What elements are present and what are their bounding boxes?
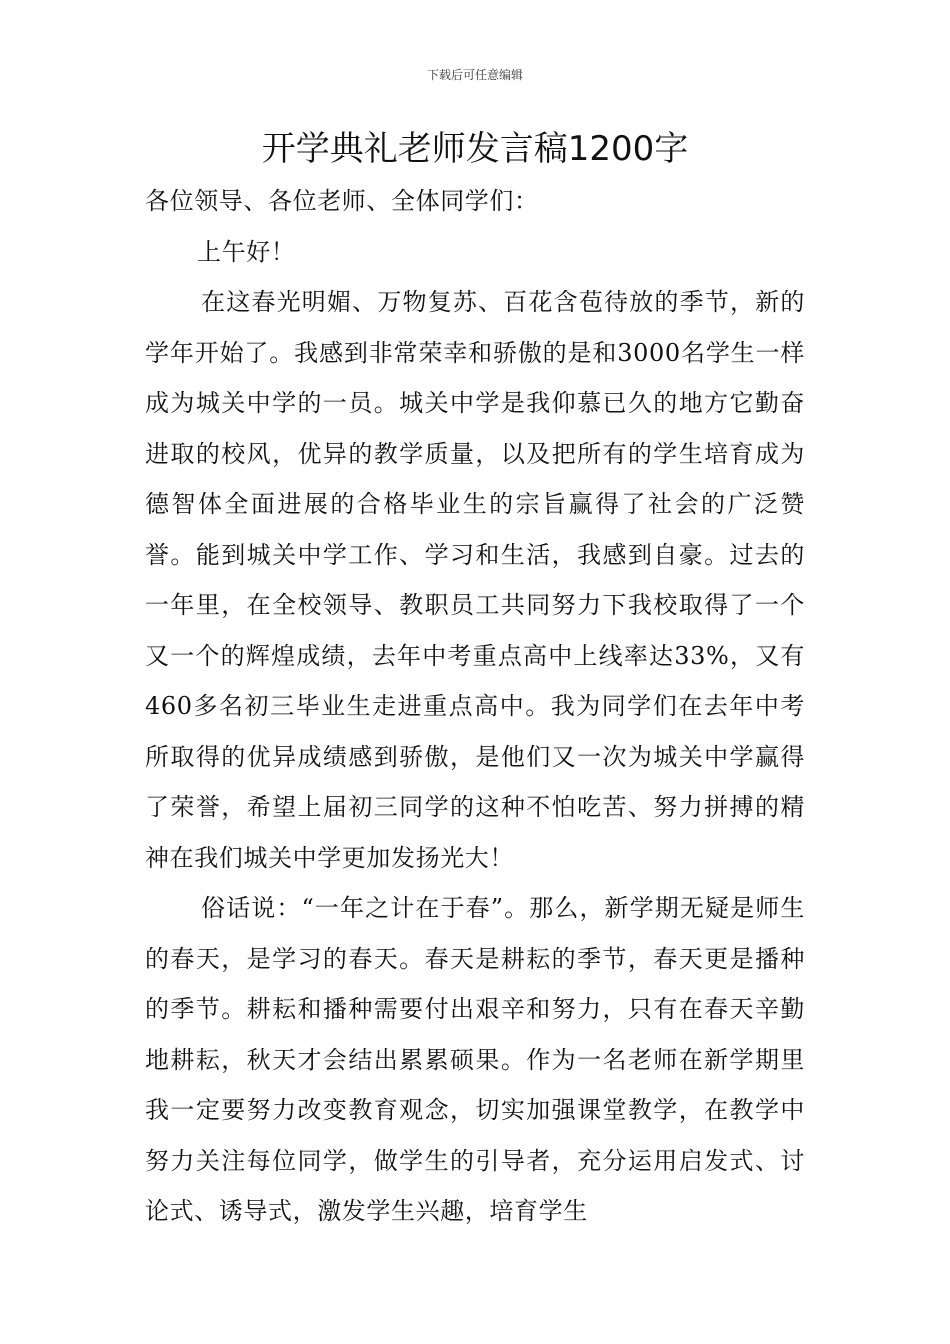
document-body xyxy=(145,176,805,1237)
paragraph-2: 俗话说：“一年之计在于春”。那么，新学期无疑是师生的春天，是学习的春天。春天是耕耘的季节，春天更是播种的季节。耕耘和播种需要付出艰辛和努力，只有在春天辛勤地耕耘，秋天才会结出累累硕果。作为一名老师在新学期里我一定要努力改变教育观念，切实加强课堂教学，在教学中努力关注每位同学，做学生的引导者，充分运用启发式、讨论式、诱导式，激发学生兴趣，培育学生 xyxy=(145,894,805,1225)
document-title: 开学典礼老师发言稿1200字 xyxy=(261,129,689,169)
salutation: 各位领导、各位老师、全体同学们： xyxy=(145,187,539,215)
header-note: 下载后可任意编辑 xyxy=(426,68,523,82)
paragraph-1: 在这春光明媚、万物复苏、百花含苞待放的季节，新的学年开始了。我感到非常荣幸和骄傲的是和3000名学生一样成为城关中学的一员。城关中学是我仰慕已久的地方它勤奋进取的校风，优异的教学质量，以及把所有的学生培育成为德智体全面进展的合格毕业生的宗旨赢得了社会的广泛赞誉。能到城关中学工作、学习和生活，我感到自豪。过去的一年里，在全校领导、教职员工共同努力下我校取得了一个又一个的辉煌成绩，去年中考重点高中上线率达33%，又有460多名初三毕业生走进重点高中。我为同学们在去年中考所取得的优异成绩感到骄傲，是他们又一次为城关中学赢得了荣誉，希望上届初三同学的这种不怕吃苦、努力拼搏的精神在我们城关中学更加发扬光大！ xyxy=(145,288,805,872)
greeting: 上午好！ xyxy=(197,237,296,266)
